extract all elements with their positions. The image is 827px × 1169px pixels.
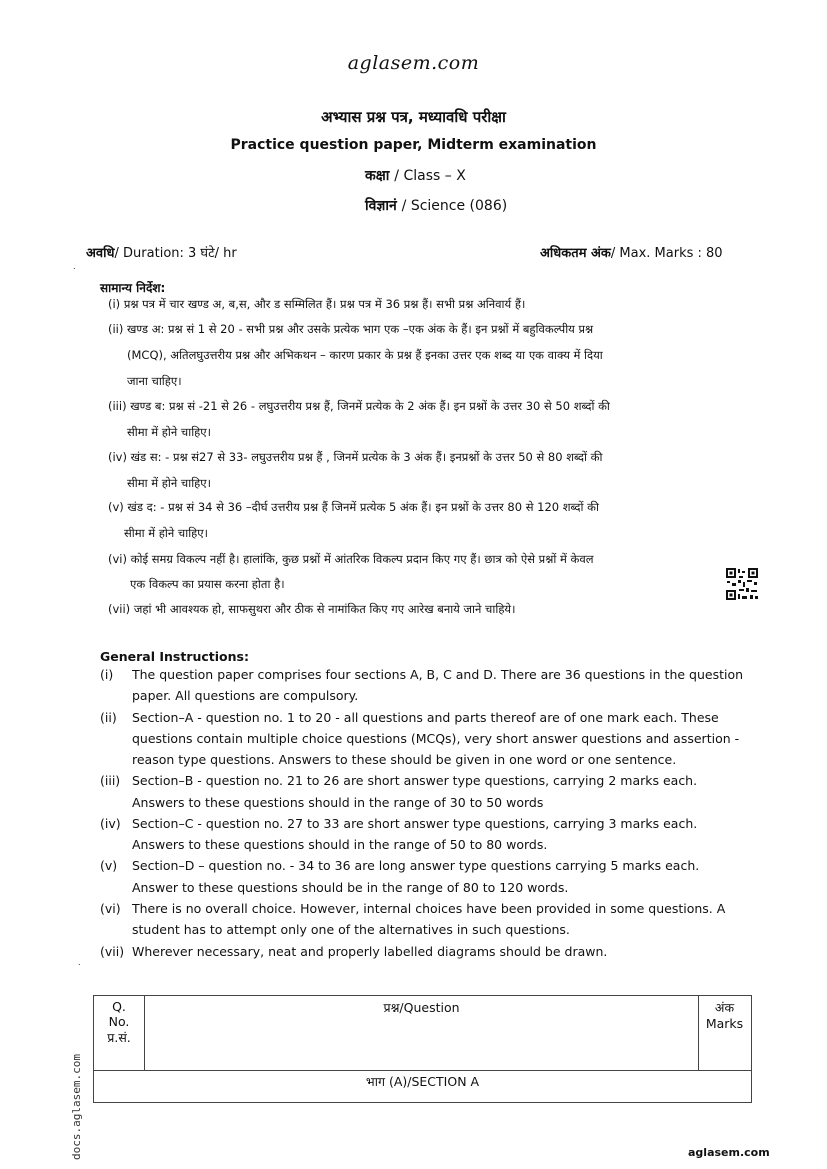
hindi-line: सीमा में होने चाहिए। (124, 526, 209, 540)
duration-hindi: अवधि (86, 246, 115, 261)
hindi-line: (iii) खण्ड ब: प्रश्न सं -21 से 26 - लघुउत्तरीय प्रश्न हैं, जिनमें प्रत्येक के 2 अंक हैं। इन प्रश्नों के उत्तर 30 से 50 शब्दों की (108, 399, 610, 413)
instruction-line: Wherever necessary, neat and properly labelled diagrams should be drawn. (132, 944, 608, 959)
class-english: / Class – X (394, 168, 466, 184)
hindi-line: (ii) खण्ड अ: प्रश्न सं 1 से 20 - सभी प्रश्न और उसके प्रत्येक भाग एक –एक अंक के हैं। इन प्रश्नों में बहुविकल्पीय प्रश्न (108, 322, 594, 336)
instruction-line: student has to attempt only one of the alternatives in such questions. (132, 922, 570, 937)
hindi-line: (i) प्रश्न पत्र में चार खण्ड अ, ब,स, और ड सम्मिलित हैं। प्रश्न पत्र में 36 प्रश्न हैं। सभी प्रश्न अनिवार्य हैं। (108, 297, 526, 311)
hindi-line: (vii) जहां भी आवश्यक हो, साफसुथरा और ठीक से नामांकित किए गए आरेख बनाये जाने चाहिये। (108, 602, 516, 616)
marks-hindi: अधिकतम अंक (540, 246, 611, 261)
class-line (365, 166, 466, 185)
duration (86, 243, 237, 261)
instruction-line: Answers to these questions should in the range of 30 to 50 words (132, 795, 544, 810)
title-hindi: अभ्यास प्रश्न पत्र, मध्यावधि परीक्षा (321, 108, 506, 126)
hindi-line: जाना चाहिए। (127, 374, 182, 388)
instruction-line: Answers to these questions should in the range of 50 to 80 words. (132, 837, 548, 852)
instruction-line: Section–C - question no. 27 to 33 are short answer type questions, carrying 3 marks each. (132, 816, 698, 831)
section-a-row: भाग (A)/SECTION A (365, 1074, 480, 1089)
instruction-number: (iii) (100, 773, 121, 788)
class-hindi: कक्षा (365, 168, 390, 184)
instruction-line: reason type questions. Answers to these should be given in one word or one sentence. (132, 752, 677, 767)
hindi-line: (vi) कोई समग्र विकल्प नहीं है। हालांकि, कुछ प्रश्नों में आंतरिक विकल्प प्रदान किए गए हैं। छात्र को ऐसे प्रश्नों में केवल (108, 552, 594, 566)
header-line: Q. (112, 999, 126, 1014)
instruction-line: Section–A - question no. 1 to 20 - all questions and parts thereof are of one mark each. These (132, 710, 719, 725)
instruction-line: paper. All questions are compulsory. (132, 688, 359, 703)
hindi-line: (v) खंड द: - प्रश्न सं 34 से 36 –दीर्घ उत्तरीय प्रश्न हैं जिनमें प्रत्येक 5 अंक हैं। इन प्रश्नों के उत्तर 80 से 120 शब्दों की (108, 500, 599, 514)
header-line: Marks (705, 1016, 744, 1031)
side-watermark-url: docs.aglasem.com (70, 1054, 83, 1160)
margin-dot: . (78, 958, 81, 967)
instruction-line: Section–B - question no. 21 to 26 are short answer type questions, carrying 2 marks each. (132, 773, 698, 788)
qr-code-icon (725, 567, 759, 601)
instruction-line: Answer to these questions should be in the range of 80 to 120 words. (132, 880, 569, 895)
instruction-number: (i) (100, 667, 114, 682)
subject-line (365, 196, 507, 215)
hindi-line: एक विकल्प का प्रयास करना होता है। (130, 577, 285, 591)
table-header-marks (699, 999, 750, 1031)
table-header-qno (94, 999, 144, 1046)
subject-english: / Science (086) (401, 198, 508, 214)
instruction-line: questions contain multiple choice questions (MCQs), very short answer questions and assertion - (132, 731, 740, 746)
margin-dot: . (73, 262, 76, 271)
instruction-number: (v) (100, 858, 118, 873)
duration-english: / Duration: 3 घंटे/ hr (114, 246, 237, 261)
hindi-instructions-heading: सामान्य निर्देश: (100, 281, 166, 295)
hindi-line: (MCQ), अतिलघुउत्तरीय प्रश्न और अभिकथन – कारण प्रकार के प्रश्न हैं इनका उत्तर एक शब्द या एक वाक्य में दिया (127, 348, 603, 362)
header-line: No. (108, 1014, 130, 1029)
max-marks (540, 243, 723, 261)
header-line: प्र.सं. (107, 1030, 131, 1045)
footer-link[interactable]: aglasem.com (688, 1146, 770, 1159)
table-header-question: प्रश्न/Question (383, 1000, 460, 1015)
marks-english: / Max. Marks : 80 (610, 246, 723, 261)
instruction-line: The question paper comprises four sections A, B, C and D. There are 36 questions in the question (132, 667, 744, 682)
subject-hindi: विज्ञानं (365, 198, 397, 214)
table-row-divider (93, 1070, 751, 1071)
instruction-number: (vii) (100, 944, 125, 959)
instruction-number: (iv) (100, 816, 121, 831)
instruction-number: (vi) (100, 901, 121, 916)
instruction-number: (ii) (100, 710, 117, 725)
instruction-line: There is no overall choice. However, internal choices have been provided in some questions. A (132, 901, 726, 916)
hindi-line: सीमा में होने चाहिए। (127, 476, 212, 490)
general-instructions-heading: General Instructions: (100, 649, 249, 664)
instruction-line: Section–D – question no. - 34 to 36 are long answer type questions carrying 5 marks each. (132, 858, 700, 873)
site-logo: aglasem.com (347, 52, 480, 74)
header-line: अंक (714, 1000, 735, 1015)
hindi-line: (iv) खंड स: - प्रश्न सं27 से 33- लघुउत्तरीय प्रश्न हैं , जिनमें प्रत्येक के 3 अंक हैं। इनप्रश्नों के उत्तर 50 से 80 शब्दों की (108, 450, 603, 464)
hindi-line: सीमा में होने चाहिए। (127, 425, 212, 439)
title-english: Practice question paper, Midterm examination (230, 137, 597, 153)
